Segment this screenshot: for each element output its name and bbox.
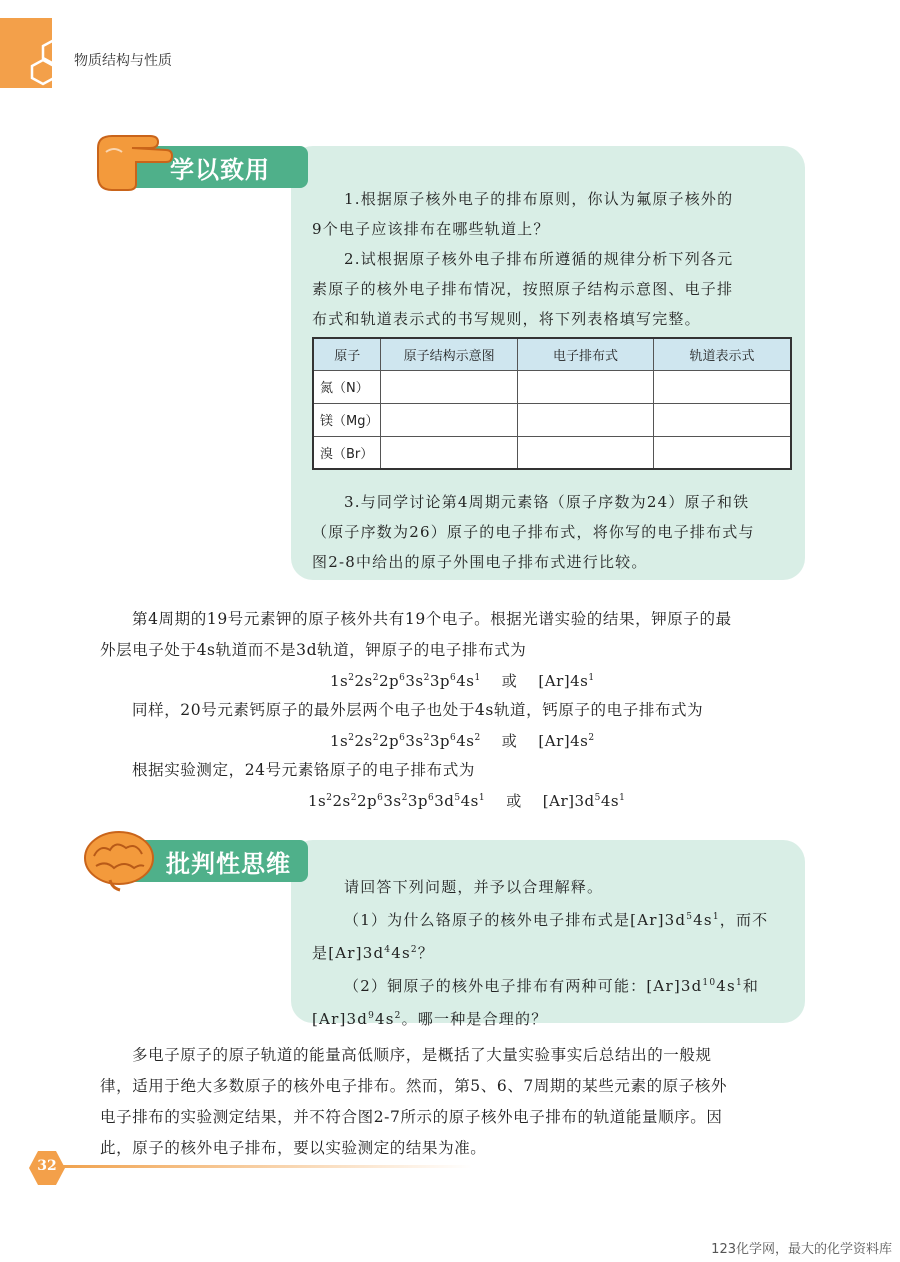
table-cell-blank[interactable] — [654, 403, 791, 436]
table-cell-atom: 镁（Mg） — [313, 403, 381, 436]
closing-line-1: 多电子原子的原子轨道的能量高低顺序，是概括了大量实验事实后总结出的一般规 — [132, 1046, 712, 1064]
question-2 — [312, 244, 792, 334]
table-cell-blank[interactable] — [654, 436, 791, 469]
practice-badge-label: 学以致用 — [170, 155, 270, 184]
or-label: 或 — [501, 732, 518, 750]
ct-q2-end: 。哪一种是合理的？ — [401, 1010, 548, 1028]
hexagon-cluster-icon — [30, 38, 78, 86]
table-cell-blank[interactable] — [654, 370, 791, 403]
ct-q1-end: ？ — [417, 944, 434, 962]
table-header-atom: 原子 — [313, 338, 381, 370]
paragraph-chromium: 根据实验测定，24号元素铬原子的电子排布式为 — [132, 761, 475, 779]
formula-potassium: $1s^22s^22p^63s^23p^64s^1$ 或 $[Ar]4s^1$ — [330, 672, 595, 690]
table-header-structure: 原子结构示意图 — [381, 338, 517, 370]
q3-line-1: 3.与同学讨论第4周期元素铬（原子序数为24）原子和铁 — [344, 493, 750, 511]
ct-q1-line2: 是 — [312, 944, 329, 962]
q3-line-2: （原子序数为26）原子的电子排布式，将你写的电子排布式与 — [312, 523, 755, 541]
table-cell-atom: 溴（Br） — [313, 436, 381, 469]
chapter-title: 物质结构与性质 — [74, 53, 172, 69]
table-cell-blank[interactable] — [517, 403, 653, 436]
table-cell-atom: 氮（N） — [313, 370, 381, 403]
formula-calcium: $1s^22s^22p^63s^23p^64s^2$ 或 $[Ar]4s^2$ — [330, 732, 595, 750]
table-header-config: 电子排布式 — [517, 338, 653, 370]
brain-icon — [80, 826, 158, 892]
q2-line-2: 素原子的核外电子排布情况，按照原子结构示意图、电子排 — [312, 280, 734, 298]
q1-line-1: 1.根据原子核外电子的排布原则，你认为氟原子核外的 — [344, 190, 734, 208]
paragraph-potassium-1: 第4周期的19号元素钾的原子核外共有19个电子。根据光谱实验的结果，钾原子的最 — [132, 610, 732, 628]
ct-q1-prefix: （1）为什么铬原子的核外电子排布式是 — [344, 911, 631, 929]
ct-q2-and: 和 — [742, 977, 760, 995]
table-header-orbital: 轨道表示式 — [654, 338, 791, 370]
table-row — [313, 370, 791, 403]
closing-line-4: 此，原子的核外电子排布，要以实验测定的结果为准。 — [100, 1139, 487, 1157]
critical-thinking-text: 请回答下列问题，并予以合理解释。 （1）为什么铬原子的核外电子排布式是$[Ar]3d^54s^1$，而不 是$[Ar]3d^44s^2$？ （2）铜原子的核外电子排布有两种可能：$[Ar]3d^{10}4s^1$和 $[Ar]3d^94s^2$。哪一种是合理的？ — [312, 878, 769, 1028]
footer-rule — [62, 1165, 472, 1168]
q1-line-2: 9个电子应该排布在哪些轨道上？ — [312, 220, 550, 238]
or-label: 或 — [501, 672, 518, 690]
or-label: 或 — [506, 792, 522, 810]
ct-intro: 请回答下列问题，并予以合理解释。 — [344, 878, 604, 896]
table-cell-blank[interactable] — [381, 436, 517, 469]
question-1 — [312, 184, 792, 244]
closing-line-2: 律，适用于绝大多数原子的核外电子排布。然而，第5、6、7周期的某些元素的原子核外 — [100, 1077, 728, 1095]
question-3 — [312, 487, 792, 577]
table-header-row — [313, 338, 791, 370]
table-row — [313, 403, 791, 436]
q2-line-3: 布式和轨道表示式的书写规则，将下列表格填写完整。 — [312, 310, 701, 328]
table-cell-blank[interactable] — [381, 403, 517, 436]
watermark: 123化学网，最大的化学资料库 — [711, 1242, 892, 1257]
table-cell-blank[interactable] — [517, 436, 653, 469]
table-row — [313, 436, 791, 469]
electron-config-table — [312, 337, 792, 470]
q2-line-1: 2.试根据原子核外电子排布所遵循的规律分析下列各元 — [344, 250, 734, 268]
q3-line-3: 图2-8中给出的原子外围电子排布式进行比较。 — [312, 553, 648, 571]
formula-chromium: $1s^22s^22p^63s^23p^63d^54s^1$ 或 $[Ar]3d^54s^1$ — [308, 792, 626, 810]
pointing-hand-icon — [92, 128, 174, 194]
paragraph-potassium-2: 外层电子处于4s轨道而不是3d轨道，钾原子的电子排布式为 — [100, 641, 527, 659]
closing-line-3: 电子排布的实验测定结果，并不符合图2-7所示的原子核外电子排布的轨道能量顺序。因 — [100, 1108, 723, 1126]
table-cell-blank[interactable] — [381, 370, 517, 403]
ct-q1-mid: ，而不 — [719, 911, 769, 929]
table-cell-blank[interactable] — [517, 370, 653, 403]
critical-thinking-badge-label: 批判性思维 — [166, 849, 291, 878]
ct-q2-prefix: （2）铜原子的核外电子排布有两种可能： — [344, 977, 647, 995]
paragraph-calcium: 同样，20号元素钙原子的最外层两个电子也处于4s轨道，钙原子的电子排布式为 — [132, 701, 704, 719]
page-number: 32 — [37, 1158, 57, 1174]
